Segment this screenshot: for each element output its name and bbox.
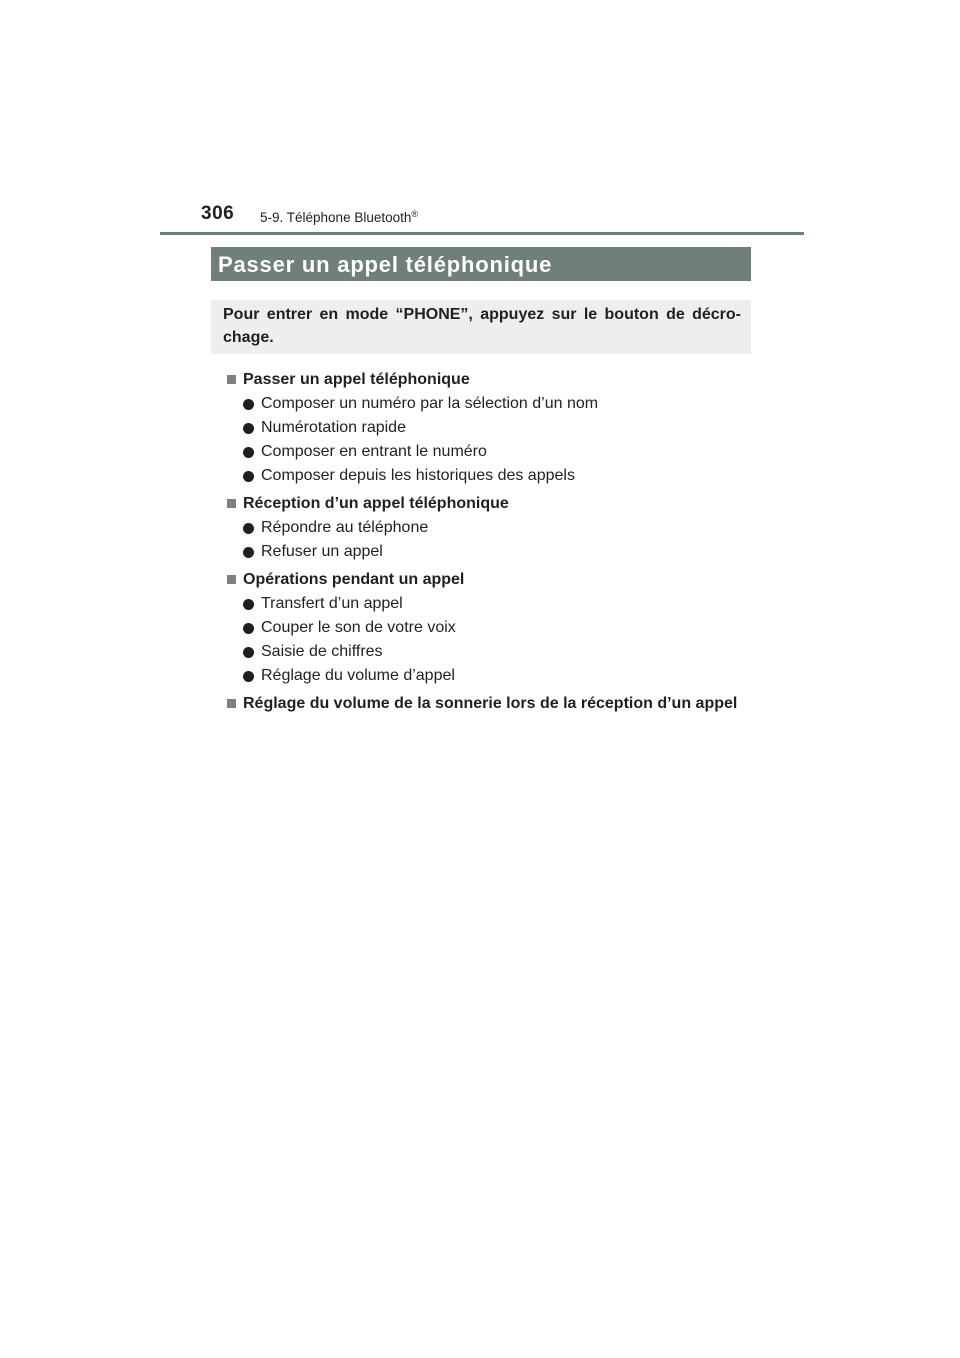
list-item [225,464,746,488]
group-heading [225,368,746,392]
list-item [225,664,746,688]
list-group [225,692,746,716]
circle-bullet-icon [243,599,254,610]
circle-bullet-icon [243,647,254,658]
group-heading-text: Réception d’un appel téléphonique [243,495,509,512]
header-divider [160,232,804,235]
list-item [225,416,746,440]
list-group [225,492,746,564]
square-bullet-icon [227,575,236,584]
square-bullet-icon [227,499,236,508]
circle-bullet-icon [243,671,254,682]
list-item-text: Réglage du volume d’appel [261,667,455,684]
list-item [225,640,746,664]
section-title: Passer un appel téléphonique [211,247,751,281]
square-bullet-icon [227,375,236,384]
circle-bullet-icon [243,547,254,558]
list-item-text: Répondre au téléphone [261,519,429,536]
list-item-text: Composer en entrant le numéro [261,443,487,460]
group-heading [225,692,746,716]
list-item-text: Composer un numéro par la sélection d’un nom [261,395,599,412]
group-heading-text: Réglage du volume de la sonnerie lors de la réception d’un appel [243,695,738,712]
content-list [225,368,746,720]
circle-bullet-icon [243,471,254,482]
circle-bullet-icon [243,523,254,534]
group-heading-text: Opérations pendant un appel [243,571,465,588]
group-heading [225,568,746,592]
list-item-text: Couper le son de votre voix [261,619,456,636]
circle-bullet-icon [243,423,254,434]
list-group [225,368,746,488]
circle-bullet-icon [243,623,254,634]
list-item-text: Numérotation rapide [261,419,406,436]
chapter-text: 5-9. Téléphone Bluetooth [260,210,412,225]
chapter-label [260,209,418,225]
registered-mark: ® [411,209,419,219]
list-item [225,616,746,640]
list-item [225,592,746,616]
list-item [225,516,746,540]
intro-box: Pour entrer en mode “PHONE”, appuyez sur le bouton de décro-chage. [211,300,751,354]
list-item-text: Transfert d’un appel [261,595,403,612]
square-bullet-icon [227,699,236,708]
group-heading-text: Passer un appel téléphonique [243,371,470,388]
circle-bullet-icon [243,447,254,458]
list-item-text: Refuser un appel [261,543,383,560]
list-item-text: Composer depuis les historiques des appels [261,467,575,484]
list-item [225,392,746,416]
list-group [225,568,746,688]
group-heading [225,492,746,516]
list-item [225,540,746,564]
circle-bullet-icon [243,399,254,410]
list-item-text: Saisie de chiffres [261,643,383,660]
list-item [225,440,746,464]
page-number: 306 [201,203,235,224]
